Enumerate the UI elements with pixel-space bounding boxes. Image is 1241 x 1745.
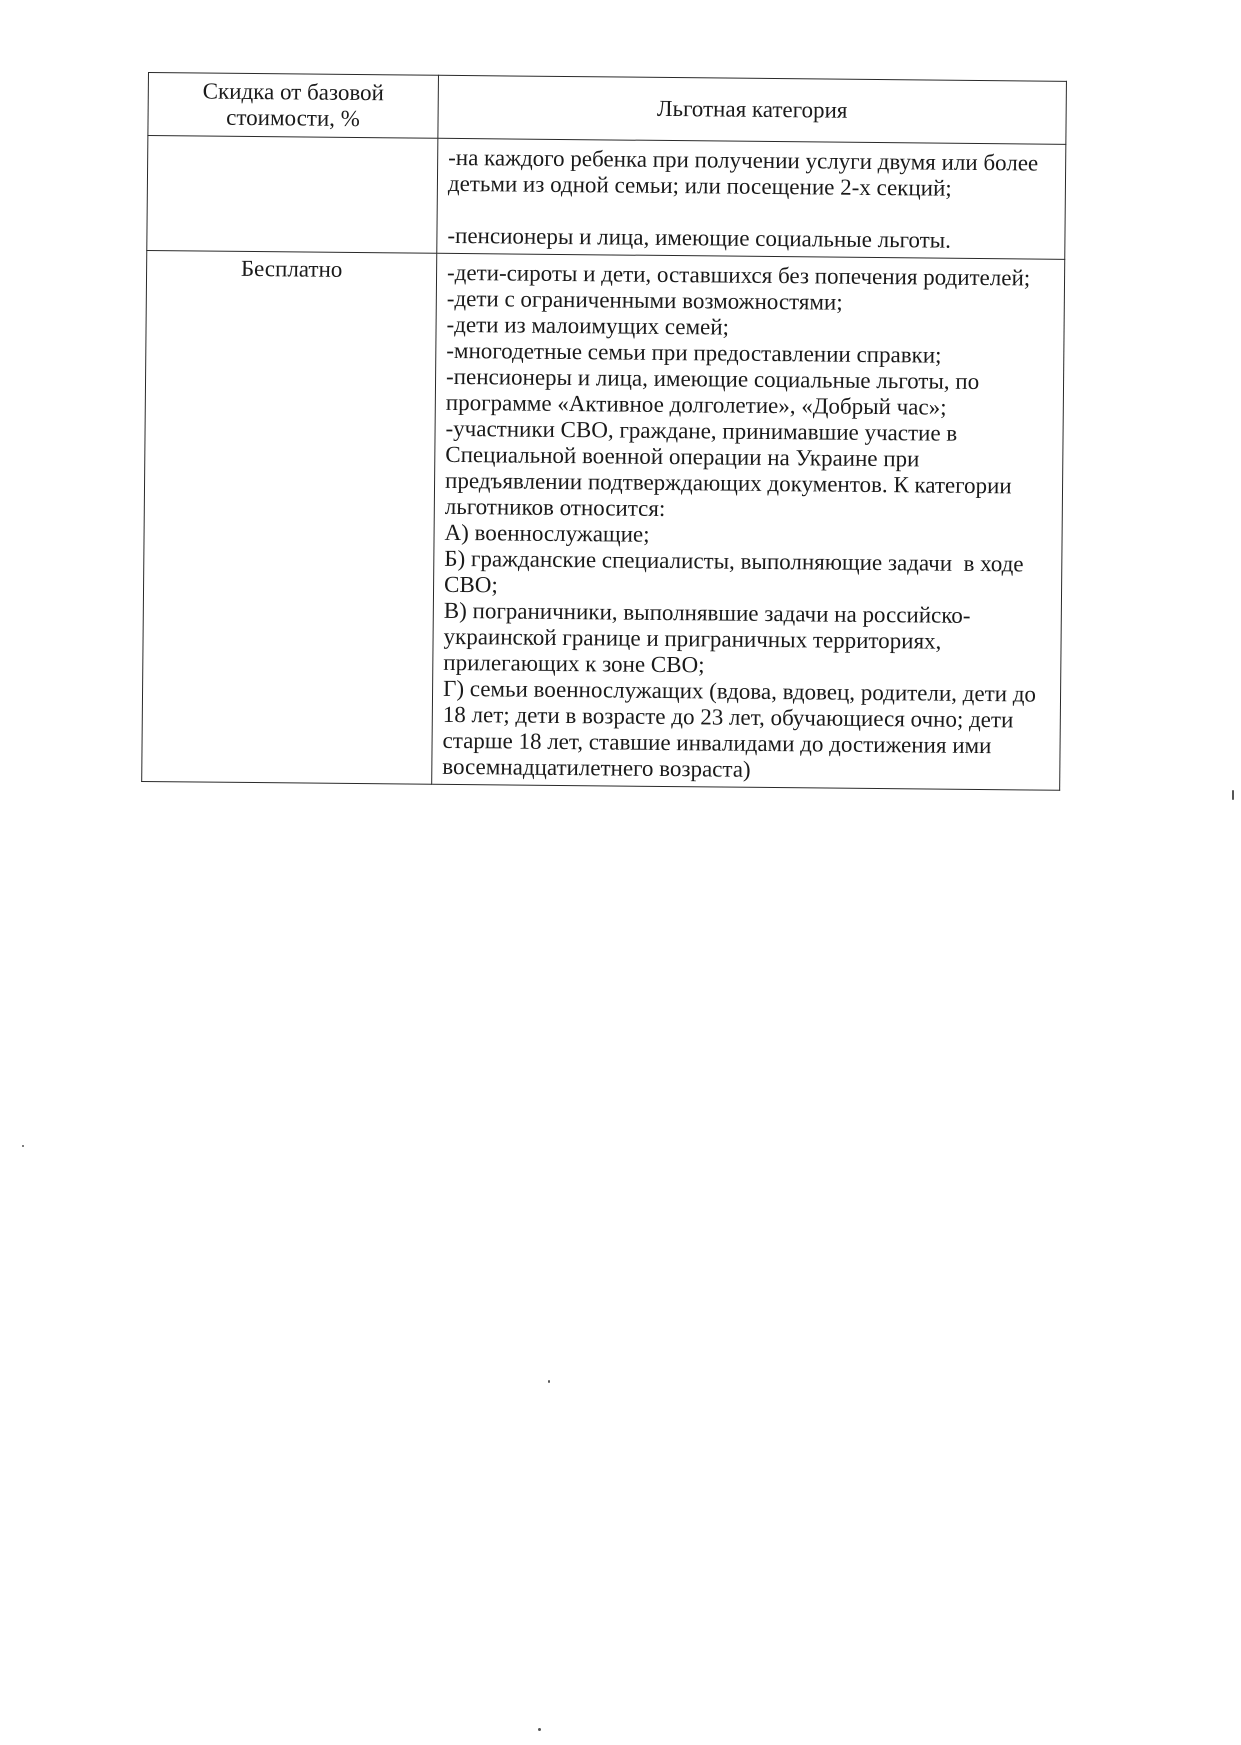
row2-discount: Бесплатно <box>142 250 437 784</box>
table-header-row <box>148 73 1067 145</box>
table-row <box>147 136 1066 260</box>
row1-line: -пенсионеры и лица, имеющие социальные льготы. <box>447 222 952 253</box>
row2-line: А) военнослужащие; <box>444 519 650 547</box>
row2-line: -участники СВО, граждане, принимавшие участие в Специальной военной операции на Украине при предъявлении подтверждающих документов. К категории льготников относится: <box>444 415 1018 521</box>
row1-category <box>437 138 1066 259</box>
table-row <box>142 250 1065 790</box>
row1-discount <box>147 136 438 254</box>
row2-line: -пенсионеры и лица, имеющие социальные льготы, по программе «Активное долголетие», «Добрый час»; <box>445 363 986 420</box>
header-category: Льготная категория <box>438 75 1067 144</box>
row2-line: В) пограничники, выполнявшие задачи на российско-украинской границе и приграничных территориях, прилегающих к зоне СВО; <box>443 597 971 678</box>
scan-speck <box>1232 790 1234 800</box>
row2-category <box>432 253 1065 790</box>
row2-line: -дети с ограниченными возможностями; <box>446 285 843 315</box>
row2-line: Б) гражданские специалисты, выполняющие задачи в ходе СВО; <box>443 545 1030 598</box>
benefits-table <box>141 72 1067 791</box>
row2-line: -дети-сироты и дети, оставшихся без попечения родителей; <box>446 259 1031 291</box>
scan-speck <box>548 1380 550 1383</box>
header-discount: Скидка от базовой стоимости, % <box>148 73 439 139</box>
scan-speck <box>22 1145 24 1147</box>
scan-speck <box>538 1728 541 1731</box>
row2-line: -многодетные семьи при предоставлении справки; <box>446 337 942 368</box>
row2-line: -дети из малоимущих семей; <box>446 311 730 340</box>
row1-line: -на каждого ребенка при получении услуги двумя или более детьми из одной семьи; или посещение 2-х секций; <box>447 144 1045 201</box>
row2-line: Г) семьи военнослужащих (вдова, вдовец, родители, дети до 18 лет; дети в возрасте до 23 лет, обучающиеся очно; дети старше 18 лет, ставшие инвалидами до достижения ими восемнадцатилетнего возраста) <box>442 675 1042 782</box>
